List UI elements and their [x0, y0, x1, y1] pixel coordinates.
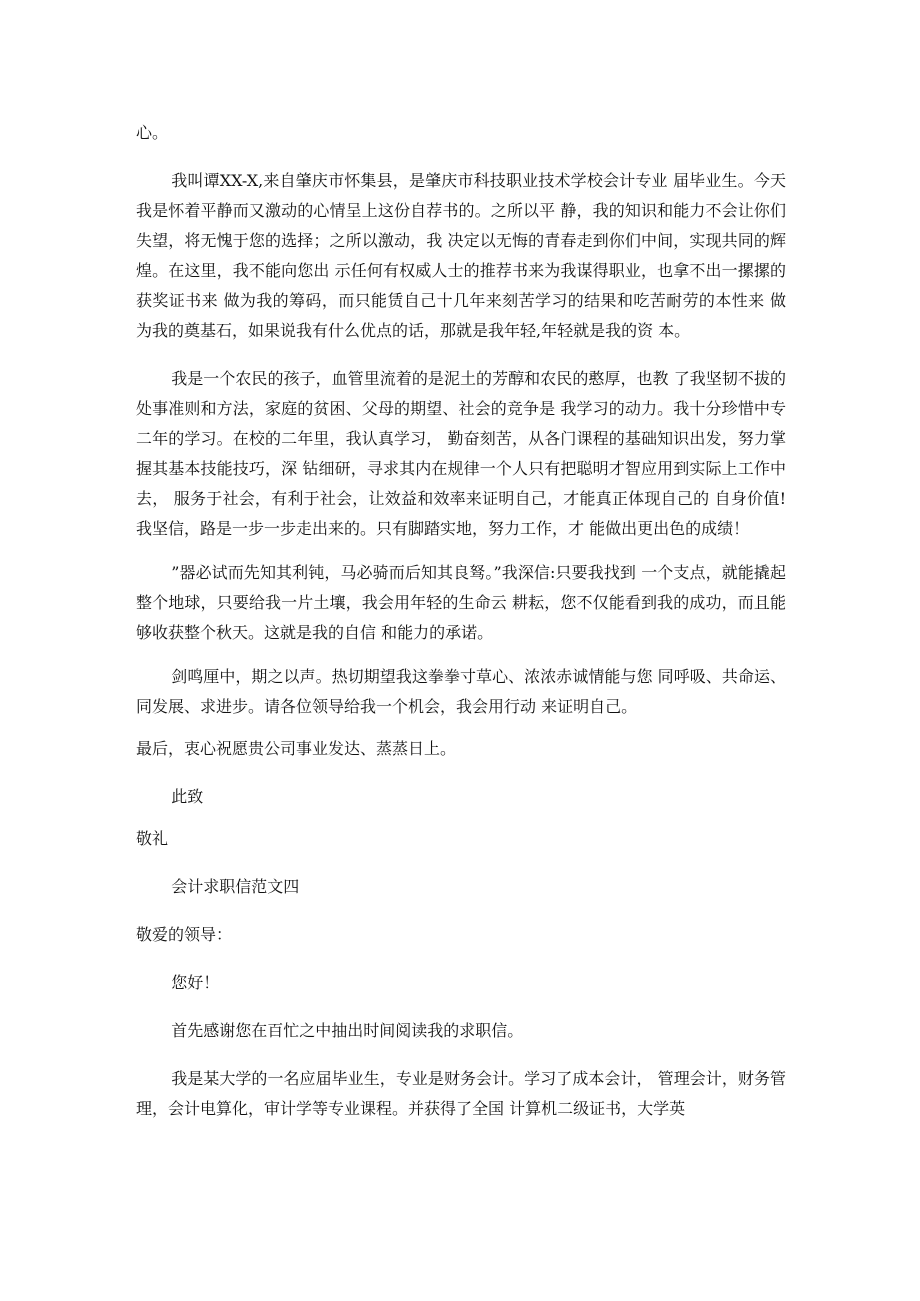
paragraph-closing-wish: 最后，衷心祝愿贵公司事业发达、蒸蒸日上。: [136, 739, 457, 758]
paragraph-education: 我是某大学的一名应届毕业生，专业是财务会计。学习了成本会计， 管理会计，财务管理，会计电算化，审计学等专业课程。并获得了全国 计算机二级证书，大学英: [136, 1069, 786, 1118]
paragraph-thanks: 首先感谢您在百忙之中抽出时间阅读我的求职信。: [171, 1021, 524, 1040]
paragraph-background: 我是一个农民的孩子，血管里流着的是泥土的芳醇和农民的憨厚，也教 了我坚韧不拔的处事准则和方法，家庭的贫困、父母的期望、社会的竞争是 我学习的动力。我十分珍惜中专二年的学习。在校的二年里，我认真学习， 勤奋刻苦，从各门课程的基础知识出发，努力掌握其基本技能技巧，深 钻细研，寻求其内在规律一个人只有把聪明才智应用到实际上工作中去， 服务于社会，有利于社会，让效益和效率来证明自己，才能真正体现自己的 自身价值!我坚信，路是一步一步走出来的。只有脚踏实地，努力工作，才 能做出更出色的成绩！: [136, 369, 786, 538]
section-heading: 会计求职信范文四: [171, 877, 300, 896]
document-page: [136, 118, 786, 1124]
greeting-recipient: 敬爱的领导：: [136, 925, 233, 944]
paragraph-self-introduction: 我叫谭XX-X,来自肇庆市怀集县，是肇庆市科技职业技术学校会计专业 届毕业生。今天我是怀着平静而又激动的心情呈上这份自荐书的。之所以平 静，我的知识和能力不会让你们失望，将无愧于您的选择；之所以激动，我 决定以无悔的青春走到你们中间，实现共同的辉煌。在这里，我不能向您出 示任何有权威人士的推荐书来为我谋得职业，也拿不出一摞摞的获奖证书来 做为我的筹码，而只能赁自己十几年来刻苦学习的结果和吃苦耐劳的本性来 做为我的奠基石，如果说我有什么优点的话，那就是我年轻,年轻就是我的资 本。: [136, 171, 786, 340]
paragraph-continuation: 心。: [136, 123, 169, 142]
greeting-hello: 您好！: [171, 973, 220, 992]
salutation-jingli: 敬礼: [136, 829, 169, 848]
salutation-cizhi: 此致: [171, 787, 204, 806]
paragraph-hope: 剑鸣厘中，期之以声。热切期望我这拳拳寸草心、浓浓赤诚情能与您 同呼吸、共命运、同发展、求进步。请各位领导给我一个机会，我会用行动 来证明自己。: [136, 667, 786, 716]
paragraph-confidence: ”器必试而先知其利钝，马必骑而后知其良驽。”我深信:只要我找到 一个支点，就能撬起整个地球，只要给我一片土壤，我会用年轻的生命云 耕耘，您不仅能看到我的成功，而且能够收获整个秋天。这就是我的自信 和能力的承诺。: [136, 563, 786, 642]
